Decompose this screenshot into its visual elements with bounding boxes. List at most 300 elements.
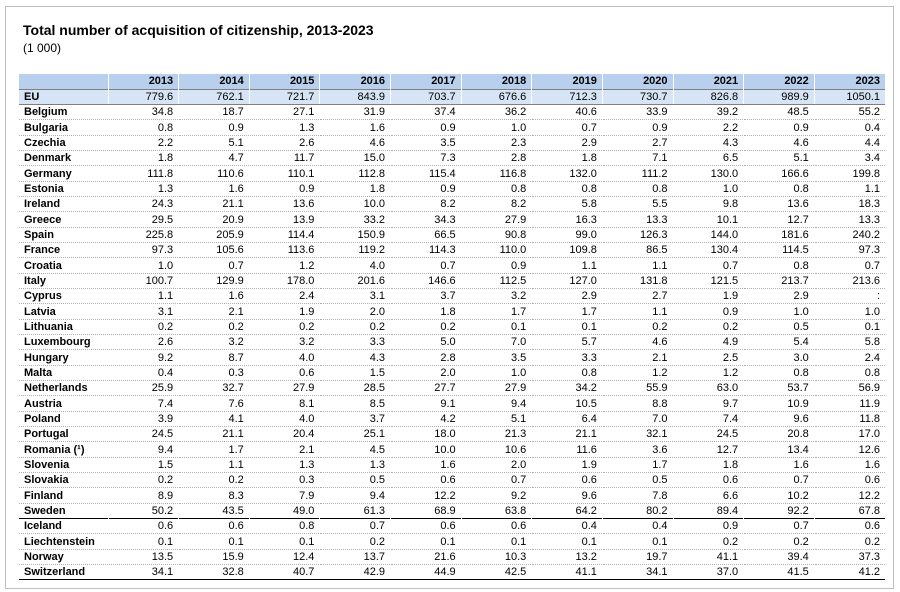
header-corner	[19, 74, 108, 89]
table-cell: 129.9	[179, 273, 250, 288]
row-label: Luxembourg	[19, 335, 108, 350]
table-cell: 3.1	[108, 304, 179, 319]
table-cell: 42.5	[461, 565, 532, 580]
row-label: Estonia	[19, 181, 108, 196]
table-cell: 3.7	[320, 411, 391, 426]
table-row	[19, 181, 885, 196]
table-cell: 166.6	[744, 166, 815, 181]
table-cell: 24.5	[108, 427, 179, 442]
table-cell: 1.0	[814, 304, 885, 319]
table-cell: 24.3	[108, 197, 179, 212]
table-cell: 2.4	[814, 350, 885, 365]
table-cell: 9.2	[461, 488, 532, 503]
table-cell: 8.8	[602, 396, 673, 411]
table-cell: 92.2	[744, 503, 815, 518]
table-cell: 1.7	[179, 442, 250, 457]
table-row	[19, 549, 885, 564]
table-cell: 1.7	[461, 304, 532, 319]
table-cell: 0.1	[602, 534, 673, 549]
column-header-2017: 2017	[391, 74, 462, 89]
table-cell: 199.8	[814, 166, 885, 181]
table-cell: 10.1	[673, 212, 744, 227]
table-cell: 0.6	[249, 365, 320, 380]
table-cell: 68.9	[391, 503, 462, 518]
row-label: Finland	[19, 488, 108, 503]
table-cell: 0.8	[602, 181, 673, 196]
table-cell: 5.5	[602, 197, 673, 212]
table-cell: 27.9	[249, 381, 320, 396]
table-cell: 0.2	[320, 319, 391, 334]
row-label: Norway	[19, 549, 108, 564]
table-cell: 5.1	[744, 151, 815, 166]
table-cell: 0.6	[108, 519, 179, 534]
table-cell: 7.0	[602, 411, 673, 426]
table-cell: 0.1	[108, 534, 179, 549]
table-cell: 1.3	[249, 457, 320, 472]
table-cell: 0.1	[532, 319, 603, 334]
table-cell: 49.0	[249, 503, 320, 518]
table-cell: 0.8	[744, 258, 815, 273]
table-cell: 67.8	[814, 503, 885, 518]
table-cell: 12.4	[249, 549, 320, 564]
table-cell: 0.8	[532, 181, 603, 196]
table-cell: 4.4	[814, 135, 885, 150]
table-cell: 64.2	[532, 503, 603, 518]
table-cell: 116.8	[461, 166, 532, 181]
table-cell: 213.6	[814, 273, 885, 288]
table-cell: 2.7	[602, 135, 673, 150]
table-cell: 126.3	[602, 227, 673, 242]
table-cell: 1.0	[461, 120, 532, 135]
table-row	[19, 197, 885, 212]
table-cell: 0.9	[673, 519, 744, 534]
table-cell: 178.0	[249, 273, 320, 288]
table-cell: 121.5	[673, 273, 744, 288]
table-row	[19, 473, 885, 488]
table-cell: 25.1	[320, 427, 391, 442]
table-cell: 1.8	[108, 151, 179, 166]
table-cell: 1.3	[108, 181, 179, 196]
table-cell: 0.7	[320, 519, 391, 534]
table-cell: 3.1	[320, 289, 391, 304]
table-cell: 119.2	[320, 243, 391, 258]
table-cell: 3.2	[249, 335, 320, 350]
table-cell: 0.9	[673, 304, 744, 319]
table-cell: 37.4	[391, 105, 462, 120]
row-label: Denmark	[19, 151, 108, 166]
table-cell: 7.4	[108, 396, 179, 411]
column-header-2021: 2021	[673, 74, 744, 89]
table-cell: 6.4	[532, 411, 603, 426]
table-cell: 21.1	[532, 427, 603, 442]
table-cell: 0.9	[179, 120, 250, 135]
table-cell: 8.2	[461, 197, 532, 212]
table-cell: 7.3	[391, 151, 462, 166]
table-cell: 2.8	[461, 151, 532, 166]
table-row	[19, 365, 885, 380]
table-cell: 53.7	[744, 381, 815, 396]
table-cell: 762.1	[179, 89, 250, 104]
table-cell: 56.9	[814, 381, 885, 396]
column-header-2020: 2020	[602, 74, 673, 89]
table-cell: 0.7	[673, 258, 744, 273]
table-cell: 9.4	[320, 488, 391, 503]
table-row	[19, 135, 885, 150]
table-cell: 0.4	[108, 365, 179, 380]
table-cell: 1.1	[814, 181, 885, 196]
row-label: Poland	[19, 411, 108, 426]
table-cell: 826.8	[673, 89, 744, 104]
table-cell: 27.9	[461, 381, 532, 396]
table-cell: 41.2	[814, 565, 885, 580]
table-cell: 0.9	[391, 120, 462, 135]
table-cell: 44.9	[391, 565, 462, 580]
table-row	[19, 534, 885, 549]
table-cell: 18.0	[391, 427, 462, 442]
table-cell: 9.1	[391, 396, 462, 411]
table-cell: 0.5	[320, 473, 391, 488]
row-label: Austria	[19, 396, 108, 411]
row-label: EU	[19, 89, 108, 104]
table-cell: 0.7	[391, 258, 462, 273]
table-cell: 39.4	[744, 549, 815, 564]
table-cell: 4.9	[673, 335, 744, 350]
table-cell: 5.4	[744, 335, 815, 350]
table-cell: 0.1	[461, 319, 532, 334]
table-cell: 0.5	[744, 319, 815, 334]
row-label: Czechia	[19, 135, 108, 150]
table-cell: :	[814, 289, 885, 304]
table-cell: 110.0	[461, 243, 532, 258]
table-cell: 0.2	[602, 319, 673, 334]
table-cell: 7.9	[249, 488, 320, 503]
table-cell: 3.3	[532, 350, 603, 365]
table-row	[19, 319, 885, 334]
table-cell: 9.4	[108, 442, 179, 457]
table-cell: 40.6	[532, 105, 603, 120]
table-row	[19, 227, 885, 242]
table-cell: 1.0	[744, 304, 815, 319]
row-label: Portugal	[19, 427, 108, 442]
table-cell: 50.2	[108, 503, 179, 518]
table-cell: 9.6	[744, 411, 815, 426]
table-cell: 0.1	[391, 534, 462, 549]
table-row	[19, 503, 885, 518]
table-cell: 111.2	[602, 166, 673, 181]
table-cell: 7.6	[179, 396, 250, 411]
table-cell: 3.6	[602, 442, 673, 457]
table-cell: 1.2	[673, 365, 744, 380]
table-cell: 1.6	[814, 457, 885, 472]
table-cell: 1.1	[602, 304, 673, 319]
table-cell: 33.9	[602, 105, 673, 120]
table-cell: 19.7	[602, 549, 673, 564]
row-label: Italy	[19, 273, 108, 288]
table-cell: 2.7	[602, 289, 673, 304]
table-cell: 0.7	[461, 473, 532, 488]
table-cell: 10.6	[461, 442, 532, 457]
table-cell: 2.0	[461, 457, 532, 472]
table-cell: 1.8	[391, 304, 462, 319]
table-cell: 0.9	[602, 120, 673, 135]
table-cell: 1.7	[602, 457, 673, 472]
table-cell: 27.7	[391, 381, 462, 396]
table-cell: 110.6	[179, 166, 250, 181]
table-cell: 13.6	[249, 197, 320, 212]
table-cell: 0.9	[391, 181, 462, 196]
table-cell: 0.3	[179, 365, 250, 380]
table-cell: 111.8	[108, 166, 179, 181]
table-cell: 0.4	[602, 519, 673, 534]
table-cell: 34.1	[602, 565, 673, 580]
table-cell: 8.3	[179, 488, 250, 503]
table-cell: 240.2	[814, 227, 885, 242]
table-row	[19, 457, 885, 472]
header-row	[19, 74, 885, 89]
table-cell: 12.2	[814, 488, 885, 503]
table-cell: 3.4	[814, 151, 885, 166]
table-cell: 0.2	[391, 319, 462, 334]
table-cell: 730.7	[602, 89, 673, 104]
table-cell: 40.7	[249, 565, 320, 580]
table-cell: 13.4	[744, 442, 815, 457]
table-cell: 32.1	[602, 427, 673, 442]
row-label: Sweden	[19, 503, 108, 518]
table-cell: 13.5	[108, 549, 179, 564]
table-cell: 12.7	[673, 442, 744, 457]
table-cell: 0.6	[814, 473, 885, 488]
table-cell: 28.5	[320, 381, 391, 396]
table-cell: 0.7	[814, 258, 885, 273]
table-cell: 1.2	[602, 365, 673, 380]
table-cell: 5.1	[179, 135, 250, 150]
table-cell: 9.6	[532, 488, 603, 503]
table-cell: 21.3	[461, 427, 532, 442]
table-cell: 2.6	[108, 335, 179, 350]
table-cell: 3.9	[108, 411, 179, 426]
table-cell: 9.4	[461, 396, 532, 411]
table-cell: 4.3	[320, 350, 391, 365]
table-cell: 21.6	[391, 549, 462, 564]
table-cell: 989.9	[744, 89, 815, 104]
table-cell: 27.9	[461, 212, 532, 227]
column-header-2023: 2023	[814, 74, 885, 89]
table-cell: 13.7	[320, 549, 391, 564]
table-cell: 39.2	[673, 105, 744, 120]
table-cell: 0.4	[814, 120, 885, 135]
table-cell: 24.5	[673, 427, 744, 442]
table-cell: 0.1	[532, 534, 603, 549]
table-row	[19, 488, 885, 503]
table-cell: 1.5	[320, 365, 391, 380]
table-cell: 0.7	[532, 120, 603, 135]
table-cell: 63.8	[461, 503, 532, 518]
table-cell: 4.6	[320, 135, 391, 150]
table-cell: 0.2	[108, 319, 179, 334]
table-cell: 3.5	[391, 135, 462, 150]
table-cell: 1.1	[108, 289, 179, 304]
table-cell: 1.9	[673, 289, 744, 304]
table-cell: 0.8	[249, 519, 320, 534]
table-cell: 2.1	[179, 304, 250, 319]
row-label: Romania (¹)	[19, 442, 108, 457]
table-row	[19, 151, 885, 166]
table-cell: 29.5	[108, 212, 179, 227]
table-cell: 4.0	[249, 411, 320, 426]
table-cell: 2.3	[461, 135, 532, 150]
table-cell: 0.8	[108, 120, 179, 135]
table-cell: 2.9	[744, 289, 815, 304]
table-cell: 0.9	[744, 120, 815, 135]
table-cell: 0.2	[320, 534, 391, 549]
row-label: Bulgaria	[19, 120, 108, 135]
table-cell: 27.1	[249, 105, 320, 120]
table-row	[19, 519, 885, 534]
table-row	[19, 381, 885, 396]
table-cell: 1.1	[179, 457, 250, 472]
table-cell: 20.4	[249, 427, 320, 442]
table-cell: 0.6	[673, 473, 744, 488]
table-cell: 1.0	[673, 181, 744, 196]
table-cell: 11.6	[532, 442, 603, 457]
table-cell: 3.3	[320, 335, 391, 350]
table-row	[19, 396, 885, 411]
table-cell: 4.0	[320, 258, 391, 273]
row-label: France	[19, 243, 108, 258]
table-cell: 0.1	[461, 534, 532, 549]
table-cell: 0.2	[249, 319, 320, 334]
column-header-2014: 2014	[179, 74, 250, 89]
table-cell: 146.6	[391, 273, 462, 288]
table-cell: 37.3	[814, 549, 885, 564]
table-cell: 11.8	[814, 411, 885, 426]
table-cell: 0.2	[814, 534, 885, 549]
table-cell: 31.9	[320, 105, 391, 120]
table-cell: 13.3	[814, 212, 885, 227]
table-cell: 97.3	[108, 243, 179, 258]
table-cell: 1.2	[249, 258, 320, 273]
table-cell: 150.9	[320, 227, 391, 242]
table-title: Total number of acquisition of citizenship, 2013-2023	[23, 22, 374, 38]
table-cell: 1.7	[532, 304, 603, 319]
table-row	[19, 442, 885, 457]
table-cell: 10.5	[532, 396, 603, 411]
table-cell: 8.5	[320, 396, 391, 411]
table-row	[19, 411, 885, 426]
table-cell: 0.2	[108, 473, 179, 488]
table-cell: 7.0	[461, 335, 532, 350]
table-cell: 9.8	[673, 197, 744, 212]
table-cell: 1.1	[532, 258, 603, 273]
table-cell: 181.6	[744, 227, 815, 242]
row-label: Croatia	[19, 258, 108, 273]
table-cell: 130.0	[673, 166, 744, 181]
table-cell: 114.4	[249, 227, 320, 242]
table-cell: 21.1	[179, 197, 250, 212]
column-header-2019: 2019	[532, 74, 603, 89]
table-cell: 18.7	[179, 105, 250, 120]
table-cell: 34.8	[108, 105, 179, 120]
table-cell: 13.3	[602, 212, 673, 227]
table-cell: 703.7	[391, 89, 462, 104]
table-cell: 0.8	[814, 365, 885, 380]
table-cell: 0.2	[179, 319, 250, 334]
table-cell: 712.3	[532, 89, 603, 104]
table-cell: 2.2	[108, 135, 179, 150]
table-row	[19, 565, 885, 580]
table-cell: 2.0	[391, 365, 462, 380]
table-cell: 97.3	[814, 243, 885, 258]
column-header-2015: 2015	[249, 74, 320, 89]
table-cell: 0.2	[179, 473, 250, 488]
table-cell: 112.5	[461, 273, 532, 288]
table-cell: 61.3	[320, 503, 391, 518]
table-cell: 2.2	[673, 120, 744, 135]
table-cell: 2.1	[602, 350, 673, 365]
table-cell: 15.0	[320, 151, 391, 166]
row-label: Latvia	[19, 304, 108, 319]
table-row	[19, 258, 885, 273]
row-label: Greece	[19, 212, 108, 227]
table-cell: 7.4	[673, 411, 744, 426]
table-cell: 1.8	[673, 457, 744, 472]
table-cell: 2.9	[532, 135, 603, 150]
table-cell: 32.8	[179, 565, 250, 580]
table-cell: 0.1	[814, 319, 885, 334]
table-cell: 43.5	[179, 503, 250, 518]
table-cell: 99.0	[532, 227, 603, 242]
table-cell: 4.6	[744, 135, 815, 150]
table-cell: 1.8	[532, 151, 603, 166]
table-cell: 37.0	[673, 565, 744, 580]
table-cell: 144.0	[673, 227, 744, 242]
table-row	[19, 289, 885, 304]
table-cell: 10.0	[391, 442, 462, 457]
table-cell: 1050.1	[814, 89, 885, 104]
table-body	[19, 89, 885, 580]
table-cell: 4.3	[673, 135, 744, 150]
table-cell: 4.7	[179, 151, 250, 166]
row-label: Belgium	[19, 105, 108, 120]
table-cell: 1.3	[249, 120, 320, 135]
table-cell: 0.6	[391, 519, 462, 534]
table-cell: 2.0	[320, 304, 391, 319]
table-cell: 3.2	[179, 335, 250, 350]
table-cell: 42.9	[320, 565, 391, 580]
table-row	[19, 335, 885, 350]
table-cell: 13.9	[249, 212, 320, 227]
table-cell: 55.9	[602, 381, 673, 396]
table-cell: 4.5	[320, 442, 391, 457]
table-cell: 8.7	[179, 350, 250, 365]
table-cell: 127.0	[532, 273, 603, 288]
table-cell: 1.9	[249, 304, 320, 319]
table-cell: 1.1	[602, 258, 673, 273]
table-cell: 9.2	[108, 350, 179, 365]
table-cell: 12.7	[744, 212, 815, 227]
table-cell: 843.9	[320, 89, 391, 104]
table-cell: 8.2	[391, 197, 462, 212]
row-label: Hungary	[19, 350, 108, 365]
table-cell: 32.7	[179, 381, 250, 396]
table-cell: 0.8	[744, 181, 815, 196]
table-cell: 18.3	[814, 197, 885, 212]
column-header-2016: 2016	[320, 74, 391, 89]
table-cell: 13.6	[744, 197, 815, 212]
table-cell: 1.8	[320, 181, 391, 196]
row-label: Liechtenstein	[19, 534, 108, 549]
table-cell: 0.7	[179, 258, 250, 273]
